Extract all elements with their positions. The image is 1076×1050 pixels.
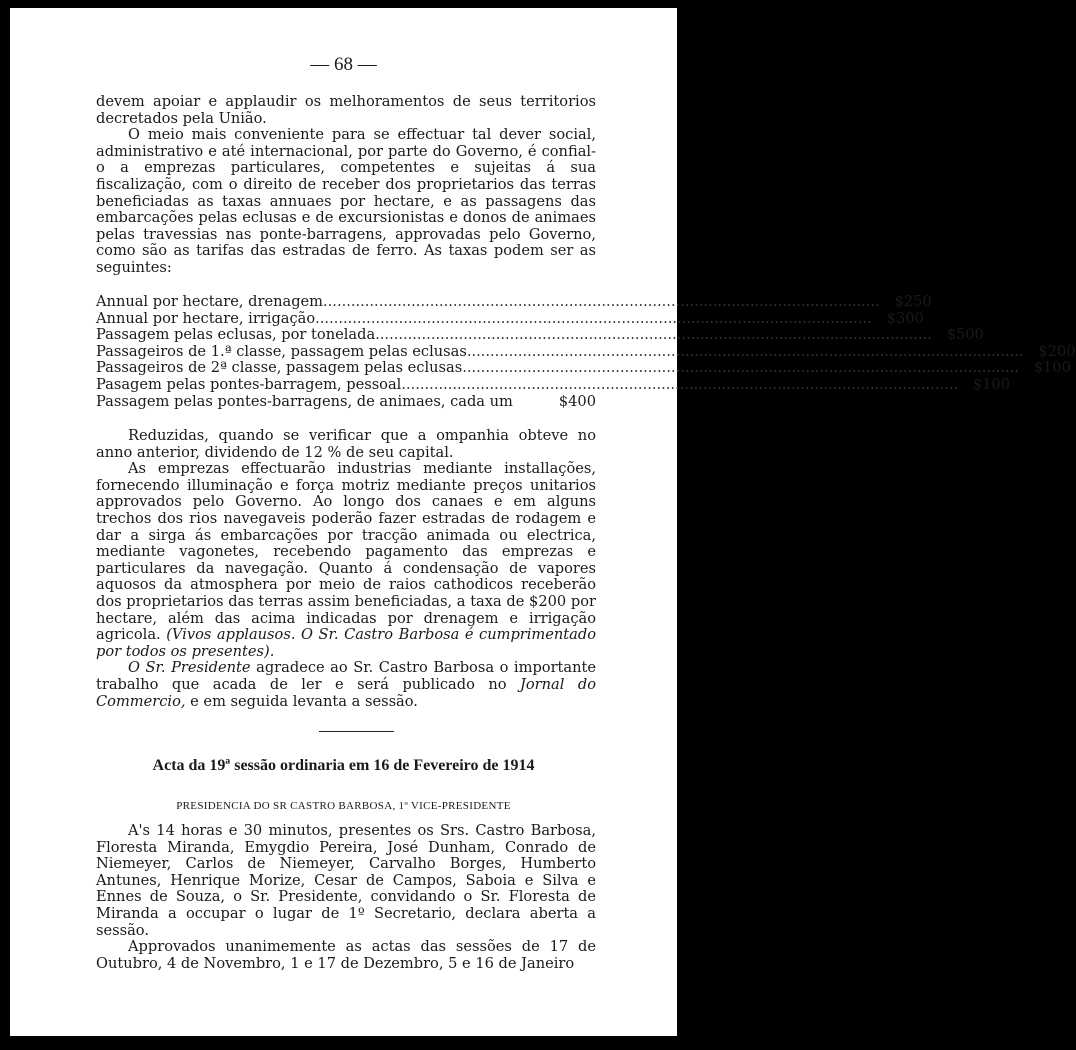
paragraph-text: As emprezas effectuarão industrias mediante installações, fornecendo illuminação e força motriz mediante preços unitarios approvados pelo Governo. Ao longo dos canaes e em alguns trechos dos rios navegaveis poderão fazer estradas de rodagem e dar a sirga ás embarcações por tracção animada ou electrica, mediante vagonetes, recebendo pagamento das emprezas e particulares da navegação. Quanto á condensação de vapores aquosos da atmosphera por meio de raios cathodicos receberão dos proprietarios das terras assim beneficiadas, a taxa de $200 por hectare, além das acima indicadas por drenagem e irrigação agricola. xyxy=(96,460,596,644)
tariff-label: Passageiros de 1.ª classe, passagem pelas eclusas xyxy=(96,342,467,360)
leader-dots xyxy=(467,344,1024,361)
tariff-value: $100 xyxy=(972,375,1011,393)
proposal-section xyxy=(96,428,596,710)
tariff-row xyxy=(96,326,984,344)
tariff-row xyxy=(96,394,596,411)
paragraph: O meio mais conveniente para se effectuar tal dever social, administrativo e até internacional, por parte do Governo, é confial-o a emprezas particulares, competentes e sujeitas á sua fiscalização, com o direito de receber dos proprietarios das terras beneficiadas as taxas annuaes por hectare, e as passagens das embarcações pelas eclusas e de excursionistas e donos de animaes pelas travessias nas ponte-barragens, approvadas pelo Governo, como são as tarifas das estradas de ferro. As taxas podem ser as seguintes: xyxy=(96,126,596,276)
leader-dots xyxy=(315,311,872,328)
tariff-value: $400 xyxy=(558,392,596,410)
tariff-label: Annual por hectare, drenagem xyxy=(96,293,324,310)
leader-dots xyxy=(375,327,932,344)
tariff-row xyxy=(96,359,1071,377)
tariff-value: $300 xyxy=(886,309,924,327)
journal-name: Jornal do Commercio, xyxy=(96,675,596,710)
tariff-label: Pasagem pelas pontes-barragem, pessoal xyxy=(96,375,402,393)
paragraph xyxy=(96,461,596,660)
page-number: — 68 — xyxy=(310,54,377,75)
president-ref: O Sr. Presidente xyxy=(128,659,251,677)
tariff-value: $200 xyxy=(1038,342,1076,360)
section-heading: Acta da 19ª sessão ordinaria em 16 de Fevereiro de 1914 xyxy=(152,757,535,774)
tariff-label: Passagem pelas pontes-barragens, de animaes, cada um xyxy=(96,392,513,410)
section-subheading: PRESIDENCIA DO SR CASTRO BARBOSA, 1º VICE-PRESIDENTE xyxy=(176,800,511,812)
tariff-value: $500 xyxy=(946,326,984,344)
tariff-label: Passageiros de 2ª classe, passagem pelas eclusas xyxy=(96,359,463,377)
leader-dots xyxy=(323,294,880,311)
tariff-label: Annual por hectare, irrigação xyxy=(96,309,316,327)
minutes-section xyxy=(96,823,596,972)
paragraph: Reduzidas, quando se verificar que a ompanhia obteve no anno anterior, dividendo de 12 % de seu capital. xyxy=(96,427,596,461)
tariff-row xyxy=(96,293,932,311)
paragraph: devem apoiar e applaudir os melhoramentos de seus territorios decretados pela União. xyxy=(96,93,596,127)
tariff-row xyxy=(96,342,1076,361)
leader-dots xyxy=(401,377,958,394)
tariff-label: Passagem pelas eclusas, por tonelada xyxy=(96,326,376,344)
paragraph: A's 14 horas e 30 minutos, presentes os Srs. Castro Barbosa, Floresta Miranda, Emygdio Pereira, José Dunham, Conrado de Niemeyer, Carlos de Niemeyer, Carvalho Borges, Humberto Antunes, Henrique Morize, Cesar de Campos, Saboia e Silva e Ennes de Souza, o Sr. Presidente, convidando o Sr. Floresta de Miranda a occupar o lugar de 1º Secretario, declara aberta a sessão. xyxy=(96,822,596,939)
tariff-value: $250 xyxy=(894,293,932,310)
paragraph-text: agradece ao Sr. Castro Barbosa o importante trabalho que acada de ler e será publicado no xyxy=(96,659,597,693)
document-page xyxy=(10,8,1076,1036)
paragraph: Approvados unanimemente as actas das sessões de 17 de Outubro, 4 de Novembro, 1 e 17 de Dezembro, 5 e 16 de Janeiro xyxy=(96,938,596,972)
paragraph xyxy=(96,660,596,710)
tariff-table xyxy=(96,293,1076,410)
intro-section xyxy=(96,94,596,277)
section-divider xyxy=(319,731,394,732)
tariff-row xyxy=(96,309,924,328)
tariff-value: $100 xyxy=(1033,359,1071,377)
tariff-row xyxy=(96,375,1011,394)
paragraph-text: e em seguida levanta a sessão. xyxy=(185,692,418,710)
leader-dots xyxy=(462,360,1019,377)
applause-note: (Vivos applausos. O Sr. Castro Barbosa é cumprimentado por todos os presentes). xyxy=(96,626,597,660)
